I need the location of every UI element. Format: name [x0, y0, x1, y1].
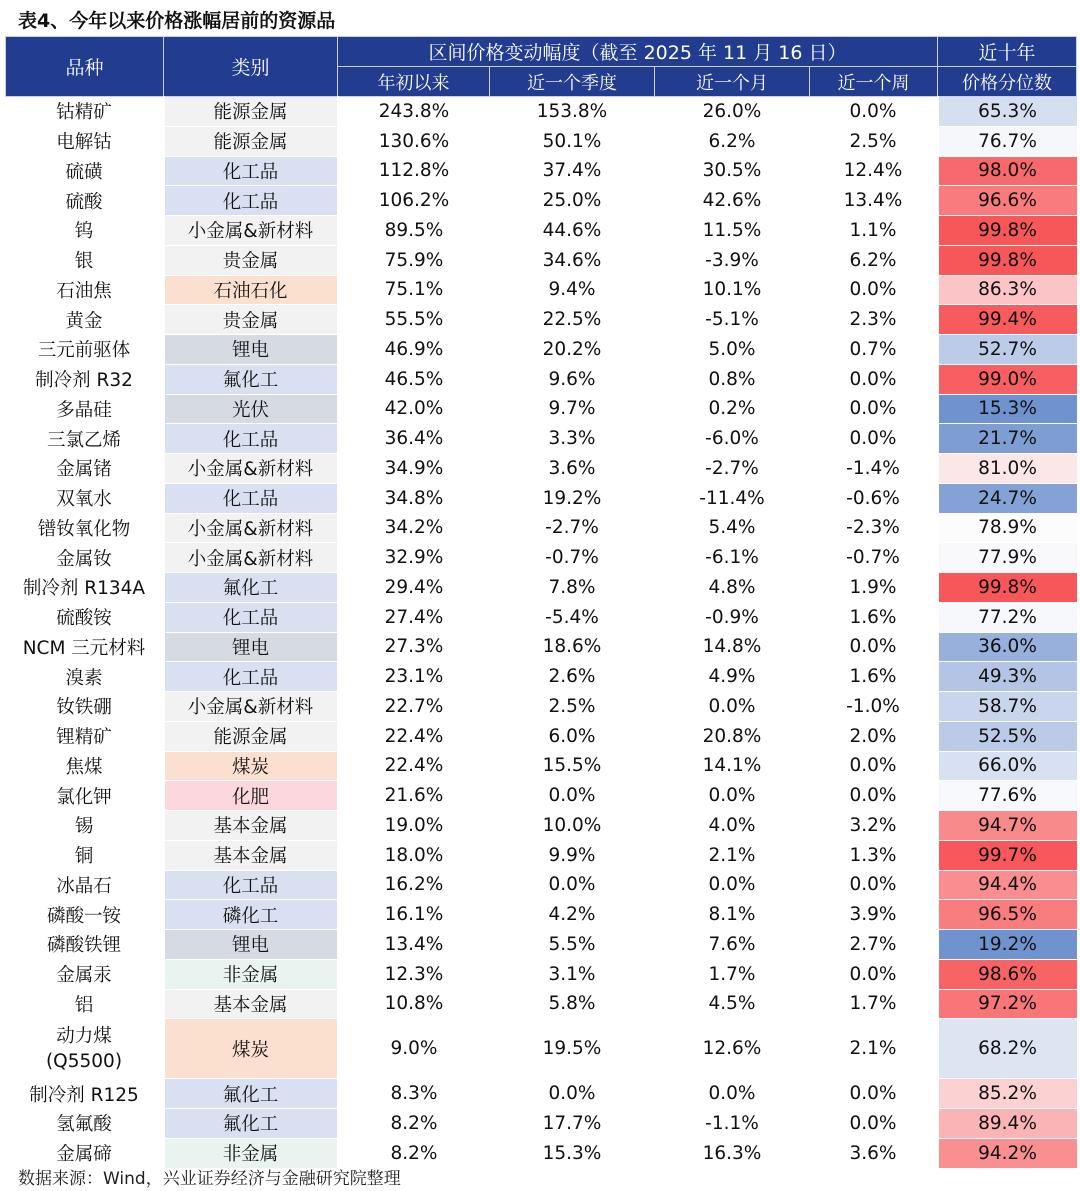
- cell-ytd: 34.9%: [338, 454, 490, 484]
- cell-percentile: 94.7%: [938, 811, 1077, 841]
- cell-percentile: 15.3%: [938, 394, 1077, 424]
- table-row: [6, 930, 1077, 960]
- cell-week: -1.4%: [810, 454, 938, 484]
- cell-percentile: 97.2%: [938, 989, 1077, 1019]
- cell-week: 2.0%: [810, 721, 938, 751]
- cell-month: 1.7%: [655, 959, 810, 989]
- cell-percentile: 68.2%: [938, 1019, 1077, 1079]
- cell-quarter: 2.6%: [490, 662, 655, 692]
- cell-category: 氟化工: [164, 1109, 338, 1139]
- cell-month: 0.8%: [655, 364, 810, 394]
- cell-category: 化工品: [164, 602, 338, 632]
- table-row: [6, 394, 1077, 424]
- cell-quarter: 9.7%: [490, 394, 655, 424]
- cell-percentile: 99.7%: [938, 840, 1077, 870]
- table-row: [6, 454, 1077, 484]
- cell-month: 0.0%: [655, 692, 810, 722]
- table-row: [6, 275, 1077, 305]
- cell-name: 银: [6, 245, 164, 275]
- cell-ytd: 36.4%: [338, 424, 490, 454]
- table-row: [6, 870, 1077, 900]
- cell-month: -6.0%: [655, 424, 810, 454]
- cell-category: 能源金属: [164, 97, 338, 127]
- cell-week: 0.0%: [810, 275, 938, 305]
- table-row: [6, 781, 1077, 811]
- cell-quarter: 5.8%: [490, 989, 655, 1019]
- cell-quarter: 0.0%: [490, 1079, 655, 1109]
- cell-week: -0.6%: [810, 483, 938, 513]
- cell-name: 金属锗: [6, 454, 164, 484]
- cell-week: 0.7%: [810, 335, 938, 365]
- cell-category: 煤炭: [164, 1019, 338, 1079]
- cell-name: 双氧水: [6, 483, 164, 513]
- cell-ytd: 27.3%: [338, 632, 490, 662]
- cell-percentile: 77.9%: [938, 543, 1077, 573]
- table-row: [6, 573, 1077, 603]
- cell-quarter: 5.5%: [490, 930, 655, 960]
- cell-quarter: 0.0%: [490, 870, 655, 900]
- cell-month: 12.6%: [655, 1019, 810, 1079]
- cell-percentile: 77.2%: [938, 602, 1077, 632]
- cell-month: 4.5%: [655, 989, 810, 1019]
- source-note: 数据来源：Wind，兴业证券经济与金融研究院整理: [18, 1169, 401, 1189]
- cell-category: 氟化工: [164, 364, 338, 394]
- cell-month: -5.1%: [655, 305, 810, 335]
- cell-ytd: 18.0%: [338, 840, 490, 870]
- table-row: [6, 662, 1077, 692]
- cell-quarter: 20.2%: [490, 335, 655, 365]
- cell-percentile: 86.3%: [938, 275, 1077, 305]
- cell-name: 三元前驱体: [6, 335, 164, 365]
- cell-week: 0.0%: [810, 1079, 938, 1109]
- cell-category: 化肥: [164, 781, 338, 811]
- cell-percentile: 77.6%: [938, 781, 1077, 811]
- cell-name: 氯化钾: [6, 781, 164, 811]
- cell-quarter: -2.7%: [490, 513, 655, 543]
- cell-percentile: 21.7%: [938, 424, 1077, 454]
- cell-week: 0.0%: [810, 97, 938, 127]
- table-row: [6, 245, 1077, 275]
- table-row: [6, 364, 1077, 394]
- cell-month: 4.8%: [655, 573, 810, 603]
- table-row: [6, 513, 1077, 543]
- cell-ytd: 32.9%: [338, 543, 490, 573]
- cell-week: 0.0%: [810, 364, 938, 394]
- table-row: [6, 305, 1077, 335]
- cell-quarter: 50.1%: [490, 126, 655, 156]
- cell-quarter: 3.6%: [490, 454, 655, 484]
- cell-name: 铝: [6, 989, 164, 1019]
- cell-name: 钕铁硼: [6, 692, 164, 722]
- cell-month: 2.1%: [655, 840, 810, 870]
- cell-category: 石油石化: [164, 275, 338, 305]
- table-row: [6, 692, 1077, 722]
- cell-ytd: 10.8%: [338, 989, 490, 1019]
- cell-quarter: 3.3%: [490, 424, 655, 454]
- cell-week: 0.0%: [810, 959, 938, 989]
- cell-week: 2.3%: [810, 305, 938, 335]
- cell-week: 1.6%: [810, 662, 938, 692]
- cell-category: 能源金属: [164, 126, 338, 156]
- header-category: 类别: [164, 37, 338, 97]
- cell-category: 非金属: [164, 1138, 338, 1168]
- cell-ytd: 75.1%: [338, 275, 490, 305]
- table-row: [6, 721, 1077, 751]
- cell-week: 0.0%: [810, 394, 938, 424]
- cell-week: 1.6%: [810, 602, 938, 632]
- cell-name: 三氯乙烯: [6, 424, 164, 454]
- cell-month: -6.1%: [655, 543, 810, 573]
- cell-percentile: 98.6%: [938, 959, 1077, 989]
- cell-category: 氟化工: [164, 573, 338, 603]
- cell-month: 26.0%: [655, 97, 810, 127]
- cell-name: 硫酸铵: [6, 602, 164, 632]
- cell-name: 冰晶石: [6, 870, 164, 900]
- cell-ytd: 12.3%: [338, 959, 490, 989]
- cell-quarter: 9.6%: [490, 364, 655, 394]
- cell-name: 多晶硅: [6, 394, 164, 424]
- cell-name: 硫磺: [6, 156, 164, 186]
- cell-quarter: 3.1%: [490, 959, 655, 989]
- cell-name: 氢氟酸: [6, 1109, 164, 1139]
- table-row: [6, 989, 1077, 1019]
- cell-quarter: -5.4%: [490, 602, 655, 632]
- header-quarter: 近一个季度: [490, 67, 655, 97]
- cell-category: 化工品: [164, 156, 338, 186]
- cell-week: -0.7%: [810, 543, 938, 573]
- cell-quarter: -0.7%: [490, 543, 655, 573]
- cell-category: 小金属&新材料: [164, 216, 338, 246]
- cell-name: 焦煤: [6, 751, 164, 781]
- cell-percentile: 19.2%: [938, 930, 1077, 960]
- cell-name: 电解钴: [6, 126, 164, 156]
- cell-category: 贵金属: [164, 245, 338, 275]
- cell-category: 化工品: [164, 483, 338, 513]
- cell-quarter: 2.5%: [490, 692, 655, 722]
- cell-quarter: 9.4%: [490, 275, 655, 305]
- cell-week: 1.9%: [810, 573, 938, 603]
- cell-month: 0.0%: [655, 781, 810, 811]
- cell-name-line1: 动力煤: [56, 1025, 112, 1047]
- header-week: 近一个周: [810, 67, 938, 97]
- cell-week: 2.1%: [810, 1019, 938, 1079]
- cell-quarter: 19.5%: [490, 1019, 655, 1079]
- cell-month: -3.9%: [655, 245, 810, 275]
- cell-ytd: 75.9%: [338, 245, 490, 275]
- cell-ytd: 29.4%: [338, 573, 490, 603]
- table-title: 表4、今年以来价格涨幅居前的资源品: [18, 10, 336, 32]
- table-row: [6, 186, 1077, 216]
- cell-quarter: 18.6%: [490, 632, 655, 662]
- cell-category: 锂电: [164, 930, 338, 960]
- cell-category: 化工品: [164, 424, 338, 454]
- cell-ytd: 112.8%: [338, 156, 490, 186]
- cell-ytd: 16.2%: [338, 870, 490, 900]
- cell-month: 4.0%: [655, 811, 810, 841]
- table-row: [6, 751, 1077, 781]
- cell-week: 1.1%: [810, 216, 938, 246]
- cell-month: 30.5%: [655, 156, 810, 186]
- cell-ytd: 8.2%: [338, 1109, 490, 1139]
- header-name: 品种: [6, 37, 164, 97]
- cell-month: -0.9%: [655, 602, 810, 632]
- cell-name: 制冷剂 R125: [6, 1079, 164, 1109]
- table-row: [6, 811, 1077, 841]
- cell-week: 2.7%: [810, 930, 938, 960]
- cell-quarter: 34.6%: [490, 245, 655, 275]
- cell-week: 13.4%: [810, 186, 938, 216]
- header-percentile-line2: 价格分位数: [938, 67, 1077, 97]
- cell-name: [6, 1019, 164, 1079]
- cell-week: 3.2%: [810, 811, 938, 841]
- cell-name: 钨: [6, 216, 164, 246]
- cell-month: 16.3%: [655, 1138, 810, 1168]
- cell-month: 7.6%: [655, 930, 810, 960]
- price-change-table: [5, 36, 1077, 1169]
- table-row: [6, 602, 1077, 632]
- cell-week: 0.0%: [810, 781, 938, 811]
- cell-ytd: 42.0%: [338, 394, 490, 424]
- cell-name: 金属汞: [6, 959, 164, 989]
- cell-month: 8.1%: [655, 900, 810, 930]
- table-row: [6, 483, 1077, 513]
- cell-week: 2.5%: [810, 126, 938, 156]
- cell-ytd: 46.5%: [338, 364, 490, 394]
- cell-week: -2.3%: [810, 513, 938, 543]
- cell-ytd: 8.3%: [338, 1079, 490, 1109]
- cell-ytd: 9.0%: [338, 1019, 490, 1079]
- header-percentile-line1: 近十年: [938, 37, 1077, 67]
- cell-percentile: 52.5%: [938, 721, 1077, 751]
- cell-name: 铜: [6, 840, 164, 870]
- cell-week: 1.7%: [810, 989, 938, 1019]
- cell-week: 0.0%: [810, 424, 938, 454]
- cell-month: -1.1%: [655, 1109, 810, 1139]
- cell-category: 锂电: [164, 632, 338, 662]
- cell-week: 0.0%: [810, 632, 938, 662]
- cell-category: 基本金属: [164, 989, 338, 1019]
- table-row: [6, 632, 1077, 662]
- cell-week: 3.6%: [810, 1138, 938, 1168]
- cell-name: NCM 三元材料: [6, 632, 164, 662]
- table-row: [6, 156, 1077, 186]
- cell-ytd: 16.1%: [338, 900, 490, 930]
- cell-ytd: 130.6%: [338, 126, 490, 156]
- cell-month: 0.0%: [655, 1079, 810, 1109]
- cell-month: 10.1%: [655, 275, 810, 305]
- cell-quarter: 22.5%: [490, 305, 655, 335]
- cell-percentile: 58.7%: [938, 692, 1077, 722]
- cell-name: 制冷剂 R32: [6, 364, 164, 394]
- cell-percentile: 52.7%: [938, 335, 1077, 365]
- cell-month: 11.5%: [655, 216, 810, 246]
- cell-name: 磷酸一铵: [6, 900, 164, 930]
- cell-percentile: 78.9%: [938, 513, 1077, 543]
- cell-month: 42.6%: [655, 186, 810, 216]
- cell-percentile: 99.0%: [938, 364, 1077, 394]
- cell-week: 0.0%: [810, 751, 938, 781]
- cell-percentile: 94.2%: [938, 1138, 1077, 1168]
- cell-month: -11.4%: [655, 483, 810, 513]
- cell-month: 4.9%: [655, 662, 810, 692]
- cell-percentile: 65.3%: [938, 97, 1077, 127]
- cell-ytd: 22.4%: [338, 721, 490, 751]
- cell-name-line2: (Q5500): [45, 1050, 123, 1072]
- cell-percentile: 85.2%: [938, 1079, 1077, 1109]
- cell-month: 0.2%: [655, 394, 810, 424]
- cell-name: 金属碲: [6, 1138, 164, 1168]
- cell-category: 化工品: [164, 186, 338, 216]
- table-row: [6, 1079, 1077, 1109]
- cell-ytd: 89.5%: [338, 216, 490, 246]
- cell-quarter: 7.8%: [490, 573, 655, 603]
- cell-percentile: 66.0%: [938, 751, 1077, 781]
- cell-quarter: 37.4%: [490, 156, 655, 186]
- table-row: [6, 97, 1077, 127]
- cell-quarter: 10.0%: [490, 811, 655, 841]
- cell-category: 基本金属: [164, 811, 338, 841]
- table-row: [6, 900, 1077, 930]
- cell-category: 小金属&新材料: [164, 692, 338, 722]
- cell-quarter: 15.3%: [490, 1138, 655, 1168]
- cell-category: 化工品: [164, 662, 338, 692]
- cell-name: 溴素: [6, 662, 164, 692]
- cell-quarter: 4.2%: [490, 900, 655, 930]
- cell-week: 12.4%: [810, 156, 938, 186]
- cell-month: 5.0%: [655, 335, 810, 365]
- cell-month: -2.7%: [655, 454, 810, 484]
- cell-month: 14.8%: [655, 632, 810, 662]
- cell-month: 0.0%: [655, 870, 810, 900]
- cell-month: 14.1%: [655, 751, 810, 781]
- cell-category: 氟化工: [164, 1079, 338, 1109]
- cell-quarter: 153.8%: [490, 97, 655, 127]
- cell-name: 石油焦: [6, 275, 164, 305]
- table-row: [6, 959, 1077, 989]
- cell-ytd: 55.5%: [338, 305, 490, 335]
- cell-category: 能源金属: [164, 721, 338, 751]
- table-row: [6, 335, 1077, 365]
- header-ytd: 年初以来: [338, 67, 490, 97]
- cell-week: -1.0%: [810, 692, 938, 722]
- cell-ytd: 21.6%: [338, 781, 490, 811]
- cell-quarter: 0.0%: [490, 781, 655, 811]
- table-row: [6, 1109, 1077, 1139]
- cell-ytd: 27.4%: [338, 602, 490, 632]
- cell-ytd: 22.4%: [338, 751, 490, 781]
- cell-ytd: 13.4%: [338, 930, 490, 960]
- cell-name: 硫酸: [6, 186, 164, 216]
- cell-quarter: 15.5%: [490, 751, 655, 781]
- cell-name: 黄金: [6, 305, 164, 335]
- cell-week: 6.2%: [810, 245, 938, 275]
- cell-quarter: 25.0%: [490, 186, 655, 216]
- table-row: [6, 1019, 1077, 1079]
- table-row: [6, 126, 1077, 156]
- header-change-group: 区间价格变动幅度（截至 2025 年 11 月 16 日）: [338, 37, 938, 67]
- cell-name: 金属钕: [6, 543, 164, 573]
- table-row: [6, 840, 1077, 870]
- cell-name: 锡: [6, 811, 164, 841]
- cell-name: 制冷剂 R134A: [6, 573, 164, 603]
- cell-week: 1.3%: [810, 840, 938, 870]
- cell-category: 光伏: [164, 394, 338, 424]
- cell-ytd: 46.9%: [338, 335, 490, 365]
- cell-category: 基本金属: [164, 840, 338, 870]
- cell-week: 3.9%: [810, 900, 938, 930]
- cell-percentile: 81.0%: [938, 454, 1077, 484]
- cell-week: 0.0%: [810, 870, 938, 900]
- cell-week: 0.0%: [810, 1109, 938, 1139]
- cell-month: 6.2%: [655, 126, 810, 156]
- cell-ytd: 106.2%: [338, 186, 490, 216]
- cell-percentile: 99.8%: [938, 216, 1077, 246]
- cell-name: 磷酸铁锂: [6, 930, 164, 960]
- table-row: [6, 216, 1077, 246]
- cell-category: 小金属&新材料: [164, 454, 338, 484]
- cell-quarter: 44.6%: [490, 216, 655, 246]
- cell-ytd: 23.1%: [338, 662, 490, 692]
- cell-category: 贵金属: [164, 305, 338, 335]
- cell-percentile: 99.8%: [938, 245, 1077, 275]
- cell-quarter: 9.9%: [490, 840, 655, 870]
- table-body: [6, 97, 1077, 1169]
- cell-percentile: 49.3%: [938, 662, 1077, 692]
- cell-quarter: 6.0%: [490, 721, 655, 751]
- cell-percentile: 99.8%: [938, 573, 1077, 603]
- cell-category: 煤炭: [164, 751, 338, 781]
- table-row: [6, 543, 1077, 573]
- cell-category: 非金属: [164, 959, 338, 989]
- cell-percentile: 98.0%: [938, 156, 1077, 186]
- cell-percentile: 96.6%: [938, 186, 1077, 216]
- cell-ytd: 8.2%: [338, 1138, 490, 1168]
- cell-percentile: 89.4%: [938, 1109, 1077, 1139]
- cell-month: 5.4%: [655, 513, 810, 543]
- cell-ytd: 34.8%: [338, 483, 490, 513]
- cell-percentile: 96.5%: [938, 900, 1077, 930]
- cell-percentile: 99.4%: [938, 305, 1077, 335]
- cell-ytd: 34.2%: [338, 513, 490, 543]
- cell-percentile: 24.7%: [938, 483, 1077, 513]
- cell-name: 锂精矿: [6, 721, 164, 751]
- cell-percentile: 94.4%: [938, 870, 1077, 900]
- cell-ytd: 243.8%: [338, 97, 490, 127]
- cell-category: 小金属&新材料: [164, 513, 338, 543]
- cell-quarter: 17.7%: [490, 1109, 655, 1139]
- cell-name: 镨钕氧化物: [6, 513, 164, 543]
- cell-ytd: 22.7%: [338, 692, 490, 722]
- cell-percentile: 76.7%: [938, 126, 1077, 156]
- cell-month: 20.8%: [655, 721, 810, 751]
- cell-category: 化工品: [164, 870, 338, 900]
- table-row: [6, 424, 1077, 454]
- cell-percentile: 36.0%: [938, 632, 1077, 662]
- cell-ytd: 19.0%: [338, 811, 490, 841]
- cell-category: 磷化工: [164, 900, 338, 930]
- cell-category: 小金属&新材料: [164, 543, 338, 573]
- cell-quarter: 19.2%: [490, 483, 655, 513]
- cell-category: 锂电: [164, 335, 338, 365]
- cell-name: 钴精矿: [6, 97, 164, 127]
- header-month: 近一个月: [655, 67, 810, 97]
